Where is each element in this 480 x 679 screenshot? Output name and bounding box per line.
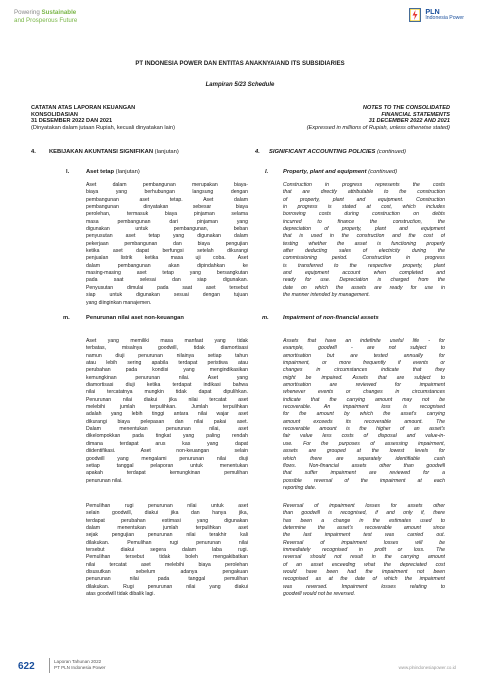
paragraph-line: recoverable. An impairment loss is recognised [283,404,445,411]
paragraph-line: terdapat perubahan estimasi yang digunakan [86,517,248,524]
paragraph-line: disusutkan sebelum adanya pengakuan [86,569,248,576]
paragraph-line: has been a change in the estimates used to [283,517,445,524]
sub-l-cont-id: (lanjutan) [114,169,140,175]
paragraph-line: recoverable amount is the higher of an asset's [283,426,445,433]
footer-report-title: Laporan Tahunan 2022 [54,659,102,665]
section-4-title-id [49,149,179,155]
notes-heading-en-line3: 31 DECEMBER 2022 AND 2021 [368,118,450,125]
paragraph-line: in progress is stated at cost, which includes [283,204,445,211]
pln-logo [409,8,464,22]
paragraph-line: masing-masing aset tetap yang bersangkutan [86,270,248,277]
section-4-cont-id: (lanjutan) [153,149,179,155]
paragraph-line: than goodwill is recognised, if and only if, there [283,510,445,517]
paragraph-line: yang diinginkan manajemen. [86,299,152,306]
paragraph-line: of an asset exceeding what the depreciated cost [283,561,445,568]
paragraph-line: Pemulihan rugi penurunan nilai untuk aset [86,503,248,509]
paragraph-line: namun diuji penurunan nilainya setiap tahun [86,352,248,359]
paragraph-line: dilakukan. Rugi penurunan nilai yang diakui [86,583,248,590]
paragraph-line: perolehan, termasuk biaya pinjaman selama [86,211,248,218]
paragraph-line: penyusutan aset tetap yang digunakan dalam [86,233,248,240]
paragraph-line: is transferred to the respective property, plant [283,262,445,269]
paragraph-line: sejak pengujian penurunan nilai terakhir kali [86,532,248,539]
sub-l-cont-en: (continued) [366,169,398,175]
sub-l-paragraph-en [283,182,445,300]
notes-heading-en-line4: (Expressed in millions of Rupiah, unless otherwise stated) [306,124,450,131]
paragraph-line: pembangunan dinyatakan sebesar biaya [86,204,248,211]
footer-report-info [54,659,106,671]
section-4-title-en-text: SIGNIFICANT ACCOUNTING POLICIES [269,149,376,155]
pln-bolt-icon [409,8,421,22]
sub-l-title-id [86,169,140,175]
paragraph-line: whenever events or changes in circumstances [283,389,445,396]
sub-m-title-id: Penurunan nilai aset non-keuangan [86,315,184,321]
paragraph-line: after deducting sales of electricity during the [283,248,445,255]
paragraph-line: Construction in progress represents the costs [283,182,445,188]
paragraph-line: testing whether the asset is functioning properly [283,240,445,247]
sub-l-num-id: l. [66,169,70,175]
paragraph-line: pada saat selesai dan siap digunakan. [86,277,248,284]
paragraph-line: for the amount by which the asset's carrying [283,411,445,418]
paragraph-line: dilakukan. Pemulihan rugi penurunan nilai [86,539,248,546]
paragraph-line: dimana terdapat arus kas yang dapat [86,440,248,447]
tagline-prosperous: and Prosperous Future [14,16,78,24]
paragraph-line: Aset dalam pembangunan merupakan biaya- [86,182,248,188]
paragraph-line: the last impairment test was carried out. [283,532,445,539]
notes-heading-en-line1: NOTES TO THE CONSOLIDATED [362,105,450,111]
paragraph-line: biaya yang berhubungan langsung dengan [86,189,248,196]
paragraph-line: that are directly attributable to the construction [283,189,445,196]
paragraph-line: Reversal of impairment losses will be [283,539,445,546]
paragraph-line: Penurunan nilai diakui jika nilai tercatat aset [86,396,248,403]
paragraph-line: ready for use. Depreciation is charged from the [283,277,445,284]
sub-m-paragraph2-id [86,503,248,598]
paragraph-line: recognised as at the date of which the impairment [283,576,445,583]
company-title: PT INDONESIA POWER DAN ENTITAS ANAKNYA/AND ITS SUBSIDIARIES [135,61,345,67]
paragraph-line: terbatas, misalnya goodwill, tidak diamortisasi [86,345,248,352]
paragraph-line: possible reversal of the impairment at each [283,477,445,484]
paragraph-line: pembangunan aset tetap. Aset dalam [86,196,248,203]
paragraph-line: borrowing costs during construction on debts [283,211,445,218]
logo-text: PLN [425,6,440,16]
paragraph-line: and equipment account when completed and [283,270,445,277]
paragraph-line: apakah terdapat kemungkinan pemulihan [86,470,248,477]
paragraph-line: flows. Non-financial assets other than goodwill [283,462,445,469]
paragraph-line: reporting date. [283,484,317,491]
section-4-title-en [269,149,406,155]
paragraph-line: tersebut diakui segera dalam laba rugi. [86,547,248,554]
paragraph-line: Assets that have an indefinite useful life - for [283,338,445,344]
paragraph-line: might be impaired. Assets that are subject to [283,374,445,381]
tagline-sustainable: Sustainable [41,9,77,16]
sub-m-paragraph1-id [86,338,248,485]
section-4-cont-en: (continued) [375,149,407,155]
sub-l-title-en [283,169,397,175]
paragraph-line: fair value less costs of disposal and value-in- [283,433,445,440]
notes-heading-id [31,105,175,131]
paragraph-line: goodwill yang mengalami penurunan nilai diuji [86,455,248,462]
notes-heading-id-line2: KONSOLIDASIAN [31,111,78,118]
notes-heading-id-line1: CATATAN ATAS LAPORAN KEUANGAN [31,105,136,111]
tagline-powering: Powering [14,9,42,16]
paragraph-line: was reversed. Impairment losses relating to [283,583,445,590]
sub-m-num-id: m. [63,315,70,321]
paragraph-line: the manner intended by management. [283,292,370,299]
paragraph-line: diidentifikasi. Aset non-keuangan selain [86,448,248,455]
paragraph-line: setiap tanggal pelaporan untuk menentukan [86,462,248,469]
paragraph-line: would have been had the impairment not been [283,569,445,576]
paragraph-line: dalam pembangunan akan dipindahkan ke [86,262,248,269]
paragraph-line: penurunan nilai pada tanggal pemulihan [86,576,248,583]
paragraph-line: changes in circumstances indicate that they [283,367,445,374]
paragraph-line: Aset yang memiliki masa manfaat yang tidak [86,338,248,344]
paragraph-line: amortisation are reviewed for impairment [283,382,445,389]
footer-company: PT PLN Indonesia Power [54,665,106,671]
section-4-title-id-text: KEBIJAKAN AKUNTANSI SIGNIFIKAN [49,149,154,155]
paragraph-line: nilai tercatat aset melebihi biaya perolehan [86,561,248,568]
notes-heading-en-line2: FINANCIAL STATEMENTS [381,111,450,118]
paragraph-line: example, goodwill - are not subject to [283,345,445,352]
footer-website-link[interactable]: www.plnindonesiapower.co.id [398,665,456,670]
paragraph-line: adalah yang lebih tinggi antara nilai wajar aset [86,411,248,418]
paragraph-line: incurred to finance the construction, the [283,218,445,225]
schedule-title: Lampiran 5/23 Schedule [205,82,275,88]
section-4-num-en: 4. [255,149,260,155]
paragraph-line: pekerjaan pembangunan dan biaya pengujian [86,240,248,247]
section-4-num-id: 4. [31,149,36,155]
sub-l-title-id-text: Aset tetap [86,169,115,175]
notes-heading-id-line3: 31 DESEMBER 2022 DAN 2021 [31,118,113,125]
paragraph-line: indicate that the carrying amount may not be [283,396,445,403]
paragraph-line: Dalam menentukan penurunan nilai, aset [86,426,248,433]
paragraph-line: dalam menentukan jumlah terpulihkan aset [86,525,248,532]
page-footer [0,649,480,679]
footer-divider [49,658,50,673]
paragraph-line: perubahan pada kondisi yang mengindikasikan [86,367,248,374]
paragraph-line: atau lebih sering apabila terdapat peristiwa atau [86,360,248,367]
sub-m-paragraph2-en [283,503,445,598]
paragraph-line: commissioning period. Construction in progress [283,255,445,262]
sub-l-paragraph-id [86,182,248,307]
sub-l-num-en: l. [265,169,269,175]
notes-heading-id-line4: (Dinyatakan dalam jutaan Rupiah, kecuali dinyatakan lain) [31,124,175,131]
paragraph-line: that is used in the construction and the cost of [283,233,445,240]
sub-m-num-en: m. [262,315,269,321]
paragraph-line: Penyusutan dimulai pada saat aset tersebut [86,284,248,291]
paragraph-line: masa pembangunan dari pinjaman yang [86,218,248,225]
paragraph-line: impairment, or more frequently if events or [283,360,445,367]
paragraph-line: nilai tercatatnya mungkin tidak dapat dipulihkan. [86,389,248,396]
paragraph-line: which there are separately identifiable cash [283,455,445,462]
paragraph-line: atas goodwill tidak dibalik lagi. [86,591,155,598]
paragraph-line: reversal should not result in the carrying amount [283,554,445,561]
paragraph-line: amortisation but are tested annually for [283,352,445,359]
paragraph-line: ketika aset dapat berfungsi setelah dikurangi [86,248,248,255]
sub-l-title-en-text: Property, plant and equipment [283,169,367,175]
page-number: 622 [18,661,35,672]
paragraph-line: melebihi jumlah terpulihkan. Jumlah terpulihkan [86,404,248,411]
paragraph-line: selain goodwill, diakui jika dan hanya jika, [86,510,248,517]
paragraph-line: digunakan untuk pembangunan, beban [86,226,248,233]
paragraph-line: goodwill would not be reversed. [283,591,356,598]
brand-tagline [14,9,77,24]
paragraph-line: dikurangi biaya pelepasan dan nilai pakai aset. [86,418,248,425]
sub-m-title-en: Impairment of non-financial assets [283,315,379,321]
paragraph-line: of property, plant and equipment. Construction [283,196,445,203]
paragraph-line: diamortisasi diuji ketika terdapat indikasi bahwa [86,382,248,389]
paragraph-line: kemungkinan penurunan nilai. Aset yang [86,374,248,381]
paragraph-line: date on which the assets are ready for use in [283,284,445,291]
paragraph-line: penjualan listrik ketika masa uji coba. Aset [86,255,248,262]
paragraph-line: Pemulihan tersebut tidak boleh mengakibatkan [86,554,248,561]
paragraph-line: immediately recognised in profit or loss. The [283,547,445,554]
paragraph-line: amount exceeds its recoverable amount. The [283,418,445,425]
paragraph-line: siap untuk digunakan sesuai dengan tujuan [86,292,248,299]
paragraph-line: assets are grouped at the lowest levels for [283,448,445,455]
paragraph-line: depreciation of property, plant and equipment [283,226,445,233]
paragraph-line: use. For the purposes of assessing impairment, [283,440,445,447]
paragraph-line: penurunan nilai. [86,477,123,484]
logo-subtext: Indonesia Power [425,15,464,21]
sub-m-paragraph1-en [283,338,445,492]
paragraph-line: dikelompokkan pada tingkat yang paling rendah [86,433,248,440]
paragraph-line: determine the asset's recoverable amount since [283,525,445,532]
paragraph-line: that suffer impairment are reviewed for a [283,470,445,477]
paragraph-line: Reversal of impairment losses for assets other [283,503,445,509]
notes-heading-en [307,105,450,131]
